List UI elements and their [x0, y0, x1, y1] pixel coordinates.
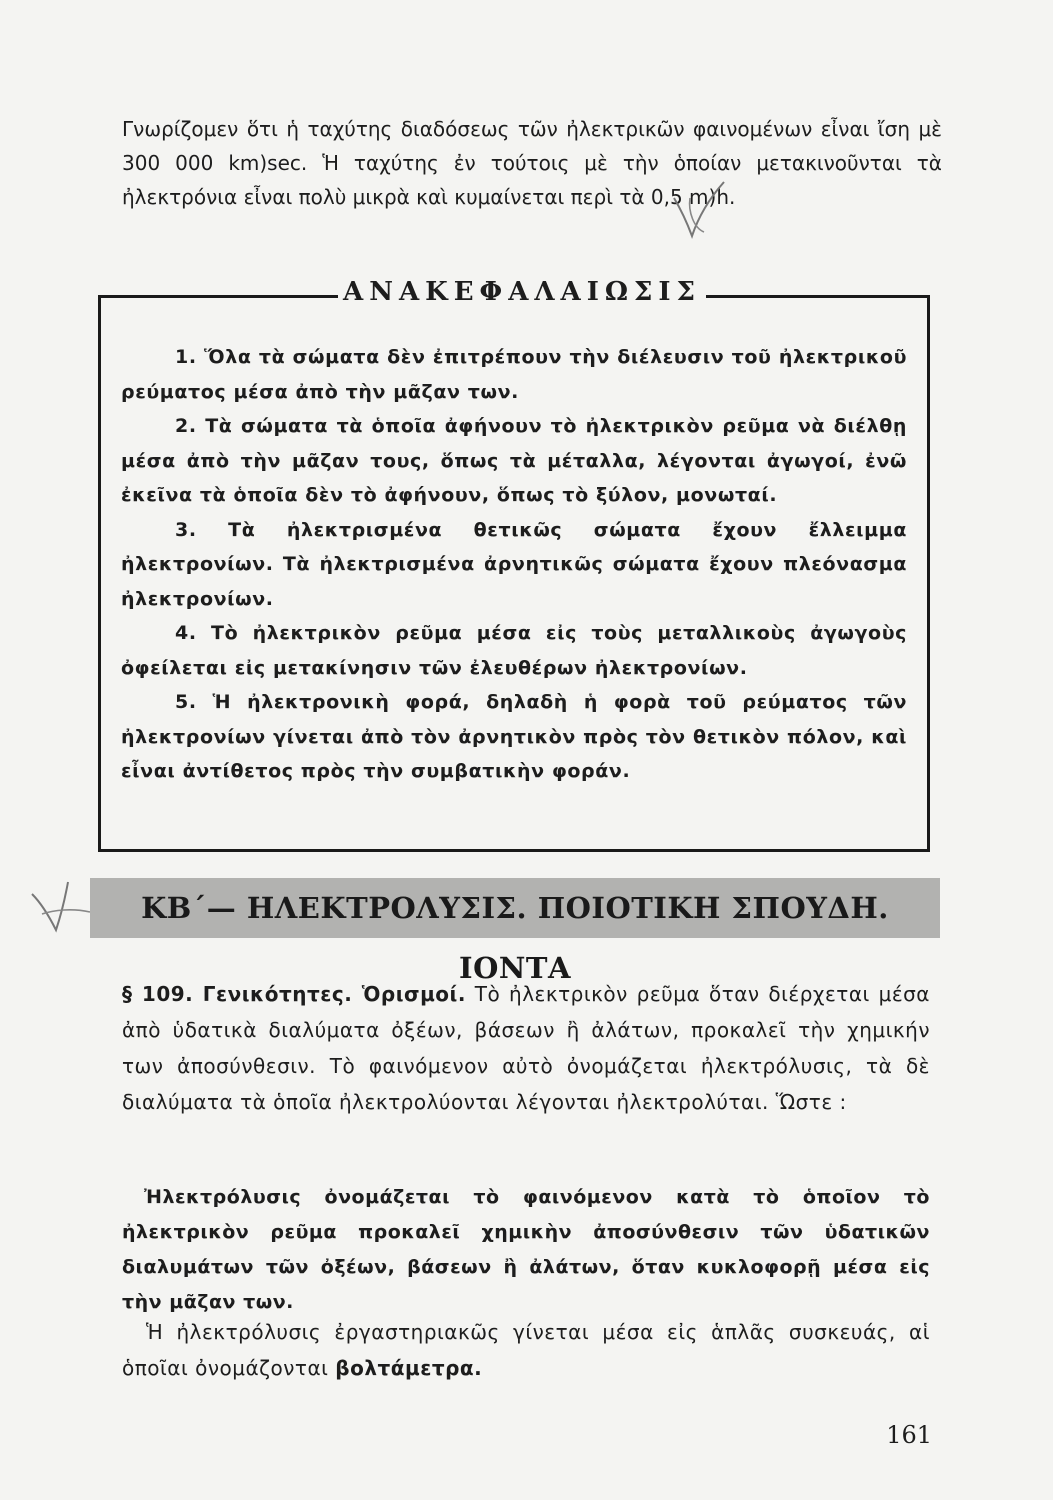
summary-list	[121, 340, 907, 789]
pencil-check-icon	[668, 178, 728, 240]
voltameter-term: βολτάμετρα.	[335, 1356, 483, 1380]
closing-text: Ἡ ἠλεκτρόλυσις ἐργαστηριακῶς γίνεται μέσα εἰς ἁπλᾶς συσκευάς, αἱ ὁποῖαι ὀνομάζονται	[122, 1320, 930, 1380]
summary-item: 3. Τὰ ἠλεκτρισμένα θετικῶς σώματα ἔχουν ἔλλειμμα ἠλεκτρονίων. Τὰ ἠλεκτρισμένα ἀρνητικῶς σώματα ἔχουν πλεόνασμα ἠλεκτρονίων.	[121, 518, 907, 610]
definition-paragraph: Ἠλεκτρόλυσις ὀνομάζεται τὸ φαινόμενον κατὰ τὸ ὁποῖον τὸ ἠλεκτρικὸν ρεῦμα προκαλεῖ χημικὴν ἀποσύνθεσιν τῶν ὑδατικῶν διαλυμάτων τῶν ὀξέων, βάσεων ἢ ἀλάτων, ὅταν κυκλοφορῇ μέσα εἰς τὴν μᾶζαν των.	[122, 1186, 930, 1313]
page-number: 161	[886, 1421, 932, 1449]
section-body: Τὸ ἠλεκτρικὸν ρεῦμα ὅταν διέρχεται μέσα ἀπὸ ὑδατικὰ διαλύματα ὀξέων, βάσεων ἢ ἀλάτων, προκαλεῖ τὴν χημικήν των ἀποσύνθεσιν. Τὸ φαινόμενον αὐτὸ ὀνομάζεται ἠλεκτρόλυσις, τὰ δὲ διαλύματα τὰ ὁποῖα ἠλεκτρολύονται λέγονται ἠλεκτρολύται. Ὥστε :	[122, 982, 930, 1114]
intro-paragraph: Γνωρίζομεν ὅτι ἡ ταχύτης διαδόσεως τῶν ἠλεκτρικῶν φαινομένων εἶναι ἴση μὲ 300 000 km)sec. Ἡ ταχύτης ἐν τούτοις μὲ τὴν ὁποίαν μετακινοῦνται τὰ ἠλεκτρόνια εἶναι πολὺ μικρὰ καὶ κυμαίνεται περὶ τὰ 0,5 m)h.	[122, 117, 942, 209]
summary-item: 2. Τὰ σώματα τὰ ὁποῖα ἀφήνουν τὸ ἠλεκτρικὸν ρεῦμα νὰ διέλθῃ μέσα ἀπὸ τὴν μᾶζαν τους, ὅπως τὰ μέταλλα, λέγονται ἀγωγοί, ἐνῶ ἐκεῖνα τὰ ὁποῖα δὲν τὸ ἀφήνουν, ὅπως τὸ ξύλον, μονωταί.	[121, 415, 907, 506]
closing-paragraph	[122, 1314, 930, 1386]
summary-item: 4. Τὸ ἠλεκτρικὸν ρεῦμα μέσα εἰς τοὺς μεταλλικοὺς ἀγωγοὺς ὀφείλεται εἰς μετακίνησιν τῶν ἐλευθέρων ἠλεκτρονίων.	[121, 622, 907, 679]
summary-title: ΑΝΑΚΕΦΑΛΑΙΩΣΙΣ	[343, 277, 701, 307]
chapter-heading: ΚΒ΄— ΗΛΕΚΤΡΟΛΥΣΙΣ. ΠΟΙΟΤΙΚΗ ΣΠΟΥΔΗ. ΙΟΝΤΑ	[90, 878, 940, 938]
summary-item: 1. Ὅλα τὰ σώματα δὲν ἐπιτρέπουν τὴν διέλευσιν τοῦ ἠλεκτρικοῦ ρεύματος μέσα ἀπὸ τὴν μᾶζαν των.	[121, 346, 907, 403]
pencil-mark-icon	[28, 874, 94, 934]
section-heading: § 109. Γενικότητες. Ὁρισμοί.	[122, 982, 466, 1006]
summary-item: 5. Ἡ ἠλεκτρονικὴ φορά, δηλαδὴ ἡ φορὰ τοῦ ρεύματος τῶν ἠλεκτρονίων γίνεται ἀπὸ τὸν ἀρνητικὸν πρὸς τὸν θετικὸν πόλον, καὶ εἶναι ἀντίθετος πρὸς τὴν συμβατικὴν φοράν.	[121, 691, 907, 782]
section-109-paragraph	[122, 976, 930, 1120]
